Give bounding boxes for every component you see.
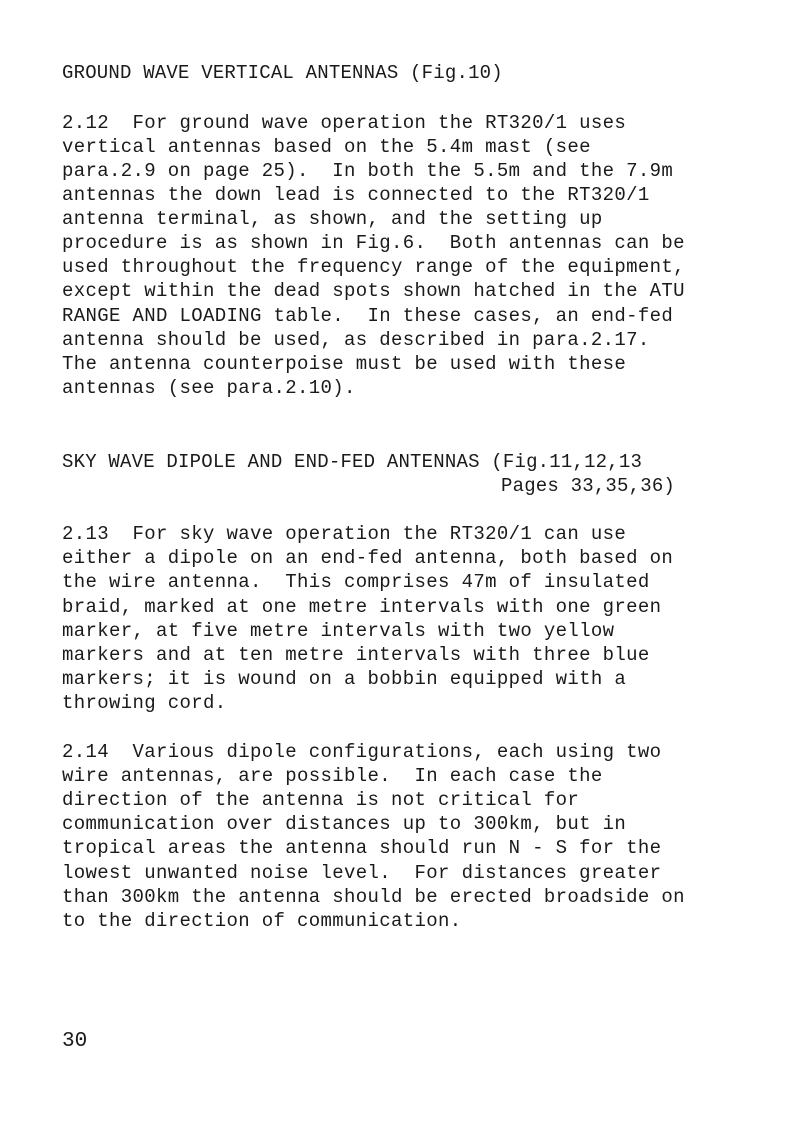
text-line: communication over distances up to 300km, but in — [62, 813, 627, 835]
section-heading-sky-wave: SKY WAVE DIPOLE AND END-FED ANTENNAS (Fig.11,12,13 — [62, 451, 643, 473]
text-line: throwing cord. — [62, 692, 227, 714]
text-line: direction of the antenna is not critical for — [62, 789, 580, 811]
text-line: tropical areas the antenna should run N - S for the — [62, 837, 662, 859]
text-line: markers; it is wound on a bobbin equipped with a — [62, 668, 627, 690]
text-line: antenna terminal, as shown, and the setting up — [62, 208, 603, 230]
text-line: used throughout the frequency range of the equipment, — [62, 256, 685, 278]
text-line: either a dipole on an end-fed antenna, both based on — [62, 547, 674, 569]
page-number: 30 — [62, 1030, 88, 1053]
text-line: 2.14 Various dipole configurations, each using two — [62, 741, 662, 763]
text-line: para.2.9 on page 25). In both the 5.5m and the 7.9m — [62, 160, 674, 182]
text-line: braid, marked at one metre intervals with one green — [62, 596, 662, 618]
text-line: than 300km the antenna should be erected broadside on — [62, 886, 685, 908]
text-line: the wire antenna. This comprises 47m of insulated — [62, 571, 650, 593]
text-line: to the direction of communication. — [62, 910, 462, 932]
text-line: RANGE AND LOADING table. In these cases, an end-fed — [62, 305, 674, 327]
text-line: antenna should be used, as described in para.2.17. — [62, 329, 650, 351]
text-line: vertical antennas based on the 5.4m mast (see — [62, 136, 591, 158]
text-line: antennas (see para.2.10). — [62, 377, 356, 399]
text-line: lowest unwanted noise level. For distances greater — [62, 862, 662, 884]
text-line: wire antennas, are possible. In each case the — [62, 765, 603, 787]
text-line: procedure is as shown in Fig.6. Both antennas can be — [62, 232, 685, 254]
section-heading-ground-wave: GROUND WAVE VERTICAL ANTENNAS (Fig.10) — [62, 62, 503, 84]
section-heading-sky-wave-pages: Pages 33,35,36) — [501, 475, 676, 497]
text-line: The antenna counterpoise must be used with these — [62, 353, 627, 375]
text-line: antennas the down lead is connected to the RT320/1 — [62, 184, 650, 206]
text-line: 2.12 For ground wave operation the RT320/1 uses — [62, 112, 627, 134]
text-line: except within the dead spots shown hatched in the ATU — [62, 280, 685, 302]
text-line: marker, at five metre intervals with two yellow — [62, 620, 615, 642]
text-line: 2.13 For sky wave operation the RT320/1 can use — [62, 523, 627, 545]
text-line: markers and at ten metre intervals with three blue — [62, 644, 650, 666]
